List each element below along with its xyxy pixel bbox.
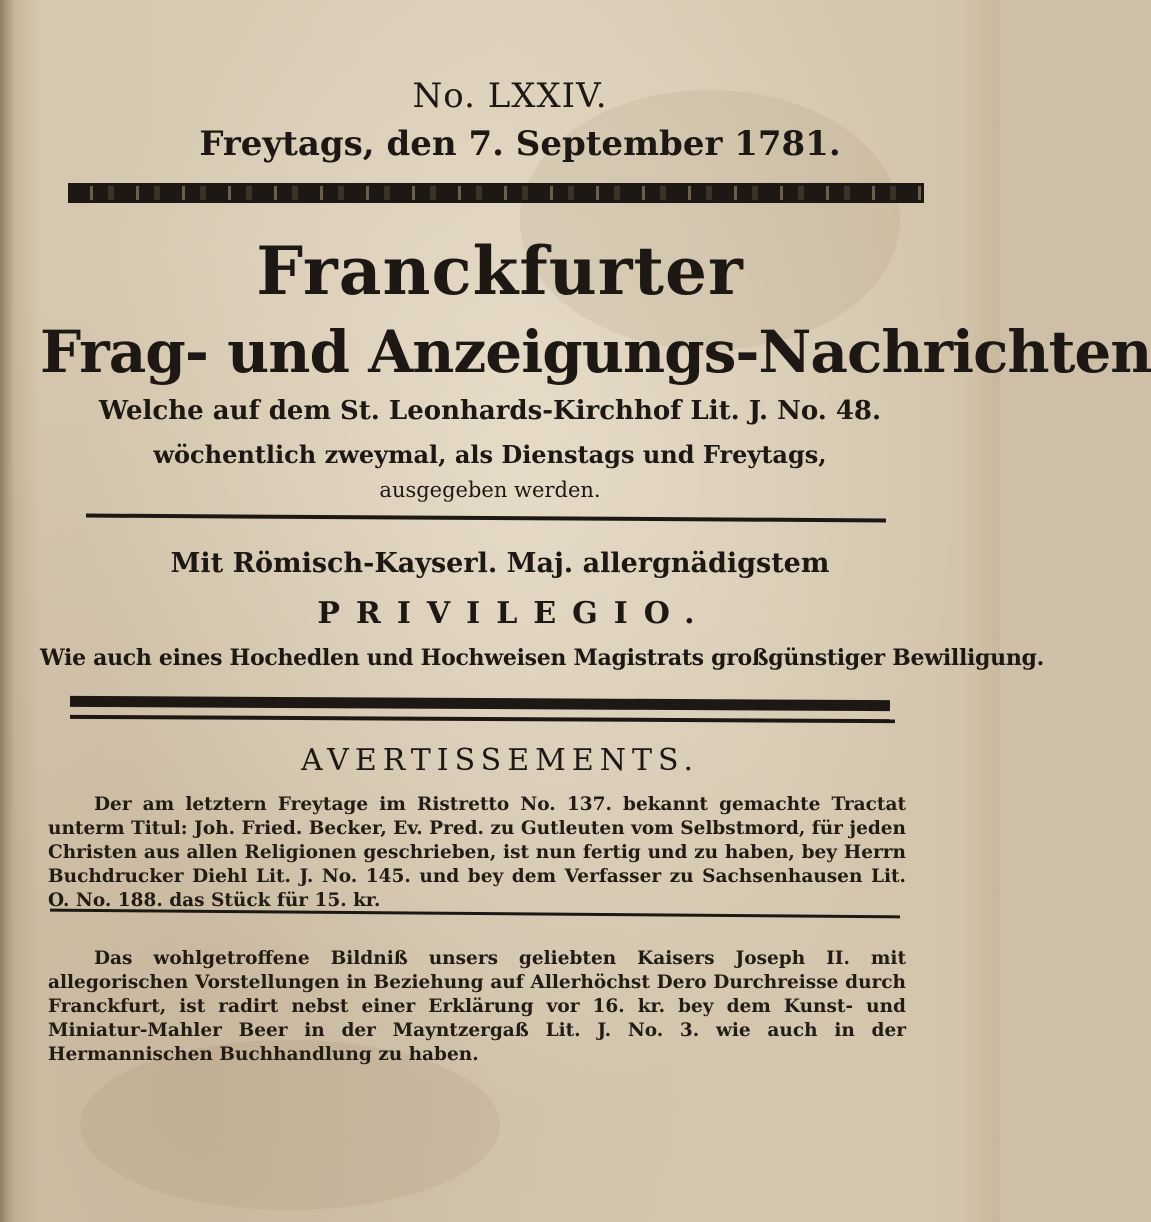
divider-rule <box>86 514 886 523</box>
double-rule-thin <box>70 715 895 723</box>
page-binding-edge <box>0 0 14 1222</box>
ornamental-rule <box>68 183 924 203</box>
newspaper-title-line2: Frag- und Anzeigungs-Nachrichten <box>40 318 1151 386</box>
subtitle-line1: Welche auf dem St. Leonhards-Kirchhof Lit. J. No. 48. <box>98 396 882 426</box>
advertisement-paragraph: Das wohlgetroffene Bildniß unsers geliebten Kaisers Joseph II. mit allegorischen Vorstellungen in Beziehung auf Allerhöchst Dero Durchreisse durch Franckfurt, ist radirt nebst einer Erklärung vor 16. kr. bey dem Kunst- und Miniatur-Mahler Beer in der Mayntzergaß Lit. J. No. 3. wie auch in der Hermannischen Buchhandlung zu haben. <box>48 948 906 1065</box>
advertisement-paragraph: Der am letztern Freytage im Ristretto No. 137. bekannt gemachte Tractat unterm Titul: Joh. Fried. Becker, Ev. Pred. zu Gutleuten vom Selbstmord, für jeden Christen aus allen Religionen geschrieben, ist nun fertig und zu haben, bey Herrn Buchdrucker Diehl Lit. J. No. 145. und bey dem Verfasser zu Sachsenhausen Lit. O. No. 188. das Stück für 15. kr. <box>48 794 906 911</box>
newspaper-title-line1: Franckfurter <box>256 232 744 310</box>
privilege-line3: Wie auch eines Hochedlen und Hochweisen Magistrats großgünstiger Bewilligung. <box>40 645 1044 671</box>
issue-number: No. LXXIV. <box>412 76 608 116</box>
subtitle-line3: ausgegeben werden. <box>379 478 601 502</box>
issue-date: Freytags, den 7. September 1781. <box>199 124 841 164</box>
privilege-line2: PRIVILEGIO. <box>317 596 711 631</box>
double-rule-thick <box>70 696 890 711</box>
section-heading: AVERTISSEMENTS. <box>300 743 700 778</box>
privilege-line1: Mit Römisch-Kayserl. Maj. allergnädigstem <box>170 548 830 579</box>
subtitle-line2: wöchentlich zweymal, als Dienstags und Freytags, <box>153 440 827 469</box>
